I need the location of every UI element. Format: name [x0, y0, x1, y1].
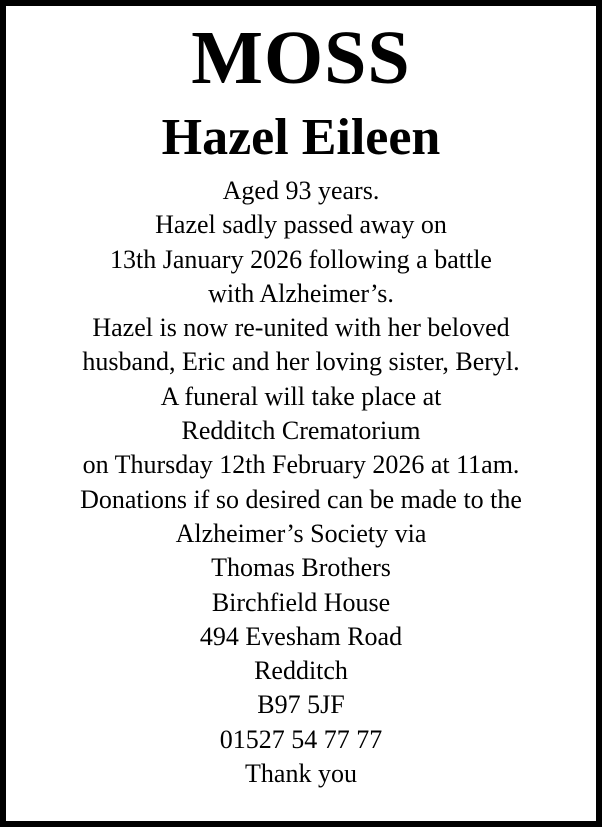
donations-line-1: Donations if so desired can be made to the	[80, 484, 522, 514]
funeral-director-name: Thomas Brothers	[211, 553, 391, 583]
funeral-venue: Redditch Crematorium	[181, 416, 421, 446]
address-line-2: 494 Evesham Road	[199, 621, 403, 651]
funeral-line-1: A funeral will take place at	[160, 381, 442, 411]
passing-line-2: 13th January 2026 following a battle	[110, 244, 492, 274]
reunited-line-2: husband, Eric and her loving sister, Beryl.	[82, 347, 520, 377]
address-postcode: B97 5JF	[257, 690, 345, 720]
surname-heading: MOSS	[191, 16, 411, 100]
passing-line-3: with Alzheimer’s.	[208, 278, 394, 308]
phone-number: 01527 54 77 77	[219, 724, 383, 754]
funeral-date: on Thursday 12th February 2026 at 11am.	[82, 450, 520, 480]
donations-line-2: Alzheimer’s Society via	[175, 518, 427, 548]
passing-line-1: Hazel sadly passed away on	[155, 210, 447, 240]
address-line-1: Birchfield House	[211, 587, 391, 617]
thank-you-line: Thank you	[245, 759, 357, 789]
age-line: Aged 93 years.	[222, 176, 380, 205]
notice-body	[6, 174, 596, 791]
forenames-heading: Hazel Eileen	[161, 109, 441, 166]
reunited-line-1: Hazel is now re-united with her beloved	[92, 313, 510, 343]
address-town: Redditch	[254, 656, 348, 686]
